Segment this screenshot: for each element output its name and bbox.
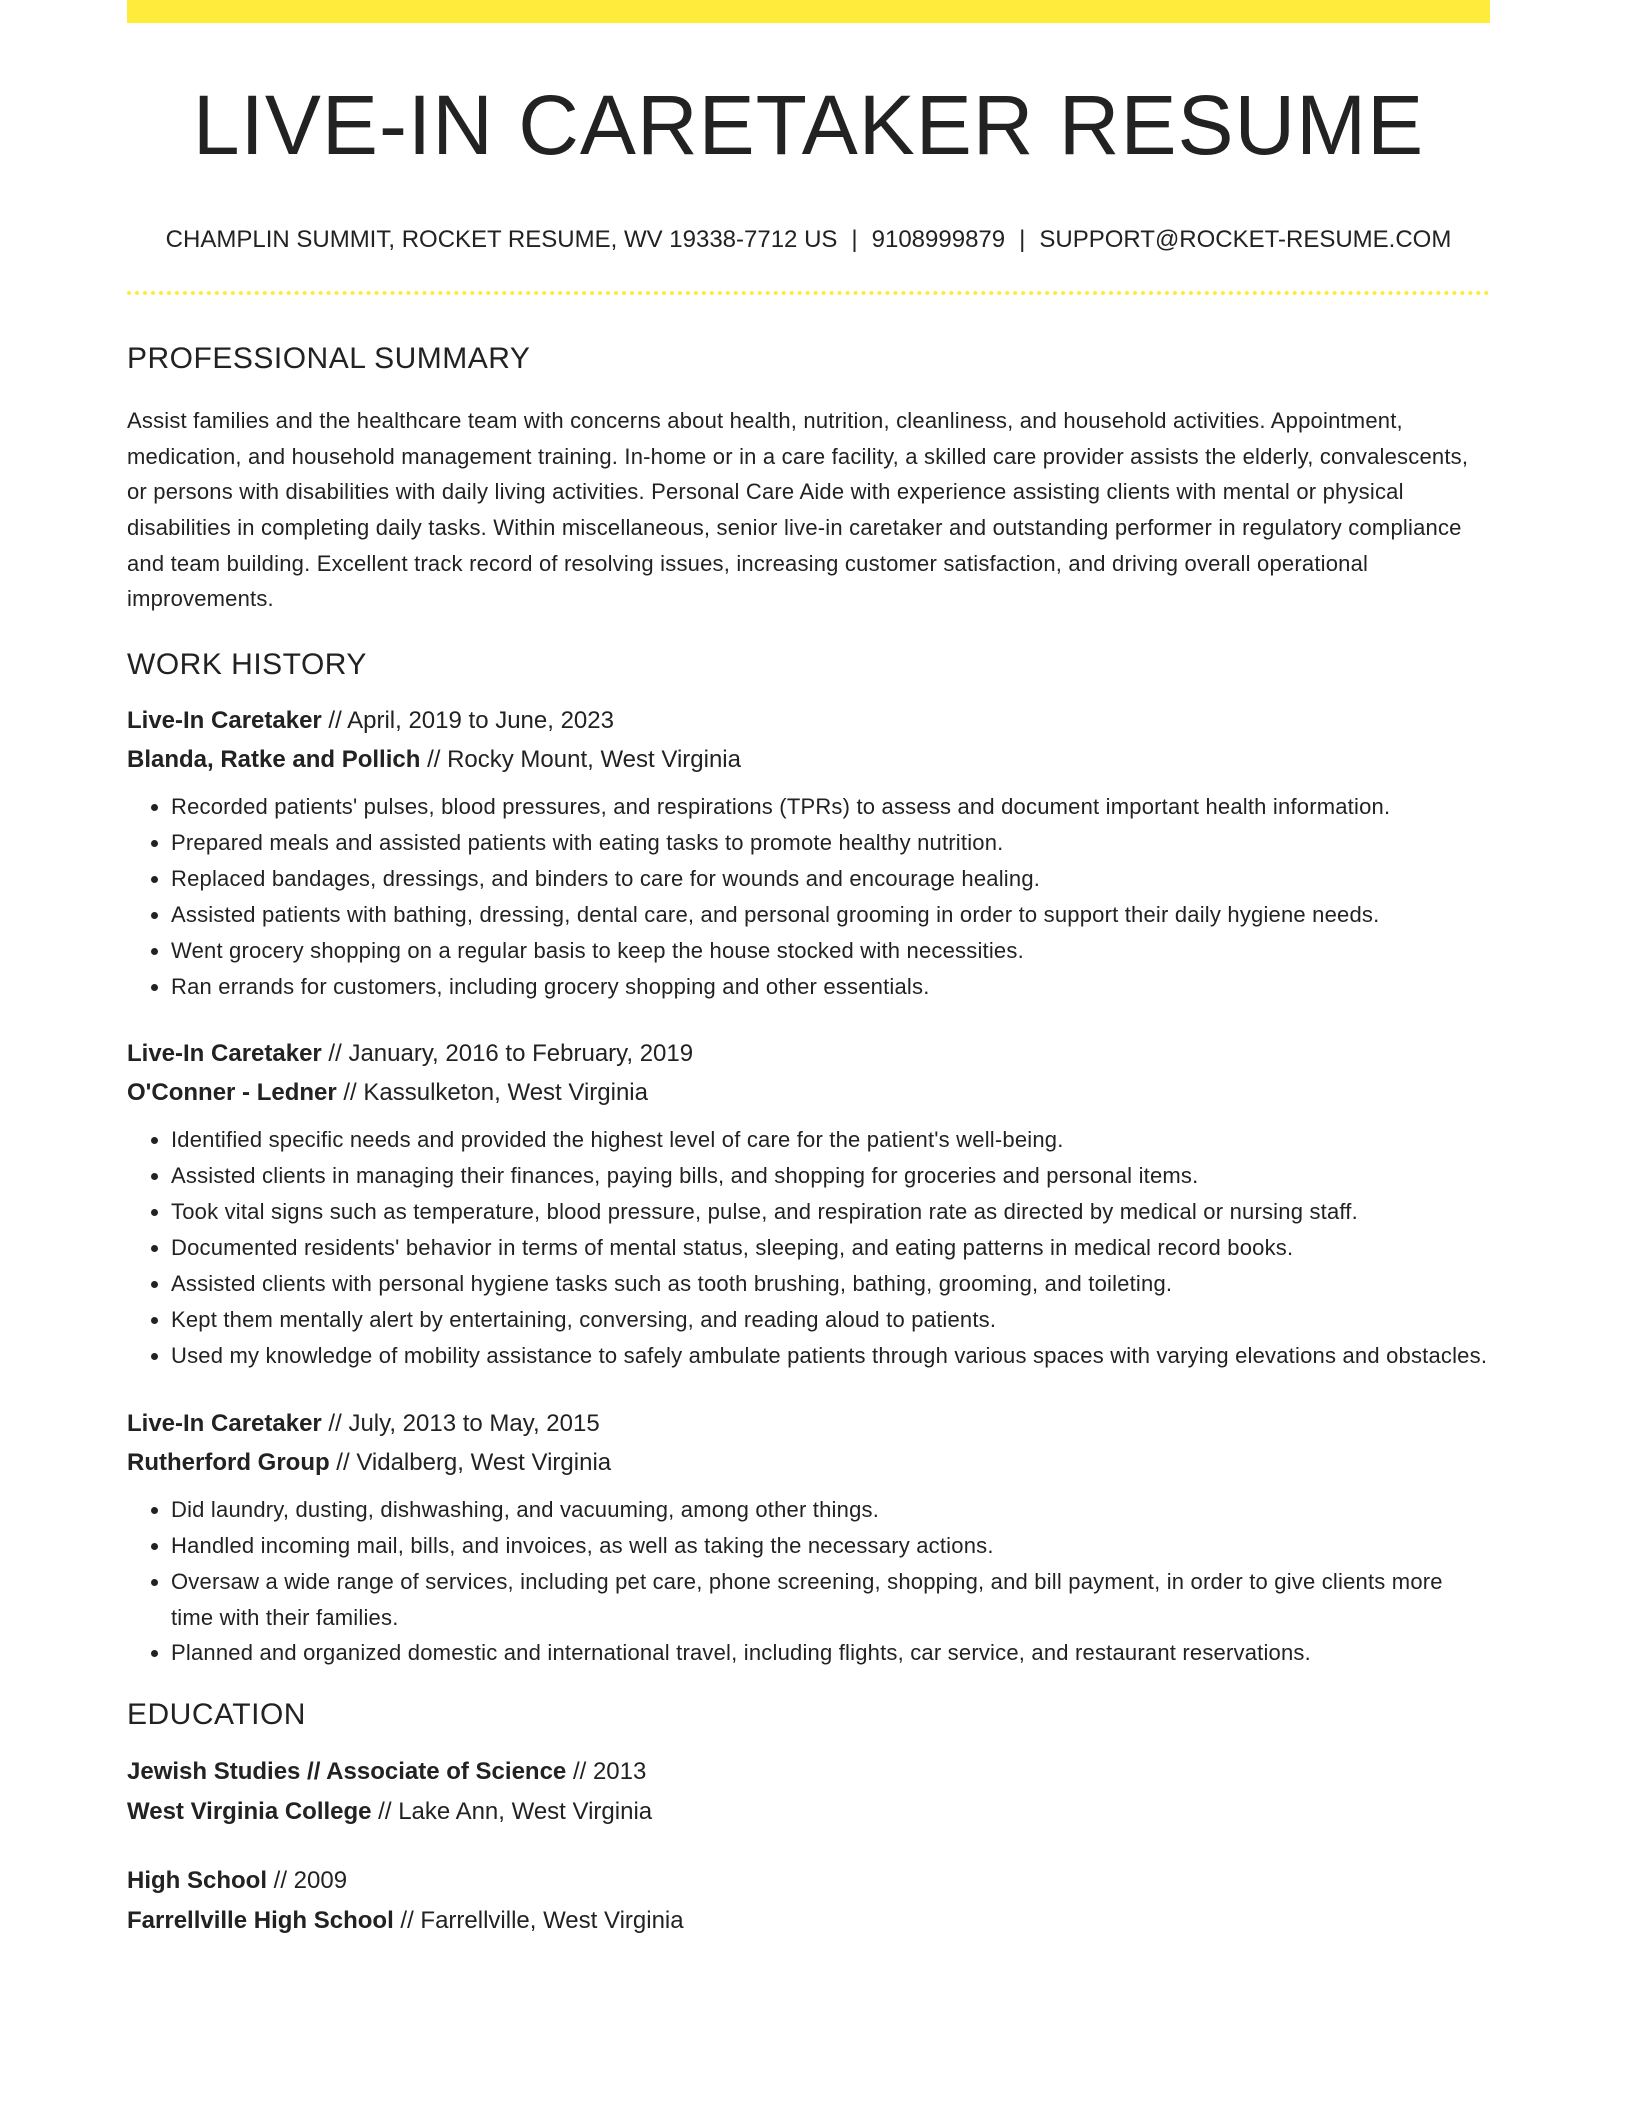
dotted-divider [127, 291, 1490, 295]
job-duty-item: • Assisted clients in managing their finances, paying bills, and shopping for groceries and personal items. [171, 1158, 1490, 1194]
contact-separator: | [1019, 226, 1026, 253]
job-location: // Vidalberg, West Virginia [329, 1448, 612, 1476]
job-duty-item: • Assisted clients with personal hygiene tasks such as tooth brushing, bathing, grooming, and toileting. [171, 1266, 1490, 1302]
job-title: Live-In Caretaker [127, 707, 322, 735]
job-entry [127, 701, 1490, 1004]
education-entry [127, 1861, 1490, 1941]
summary-heading: PROFESSIONAL SUMMARY [127, 341, 531, 375]
job-duty-item: • Used my knowledge of mobility assistance to safely ambulate patients through various spaces with varying elevations and obstacles. [171, 1338, 1490, 1374]
work-history-heading: WORK HISTORY [127, 648, 367, 682]
job-company: Blanda, Ratke and Pollich [127, 746, 421, 774]
job-duty-item: • Identified specific needs and provided the highest level of care for the patient's well-being. [171, 1122, 1490, 1158]
job-duties-list [127, 1122, 1490, 1373]
job-duty-item: • Recorded patients' pulses, blood pressures, and respirations (TPRs) to assess and document important health information. [171, 789, 1490, 825]
job-title: Live-In Caretaker [127, 1409, 322, 1437]
job-duty-item: • Handled incoming mail, bills, and invoices, as well as taking the necessary actions. [171, 1528, 1490, 1564]
education-degree: Jewish Studies // Associate of Science [127, 1758, 567, 1786]
job-duty-item: • Oversaw a wide range of services, including pet care, phone screening, shopping, and bill payment, in order to give clients more time with their families. [171, 1564, 1490, 1636]
education-heading: EDUCATION [127, 1698, 306, 1732]
job-duty-item: • Planned and organized domestic and international travel, including flights, car service, and restaurant reservations. [171, 1635, 1490, 1671]
education-year: // 2013 [566, 1758, 647, 1786]
job-company: O'Conner - Ledner [127, 1079, 337, 1107]
education-year: // 2009 [267, 1867, 348, 1895]
education-school-line [127, 1901, 1490, 1941]
job-title-line [127, 1404, 1490, 1443]
job-dates: // April, 2019 to June, 2023 [321, 707, 614, 735]
education-school-line [127, 1792, 1490, 1832]
job-duty-item: • Ran errands for customers, including grocery shopping and other essentials. [171, 969, 1490, 1005]
job-title: Live-In Caretaker [127, 1040, 322, 1068]
job-duties-list [127, 789, 1490, 1004]
job-duty-item: • Took vital signs such as temperature, blood pressure, pulse, and respiration rate as directed by medical or nursing staff. [171, 1194, 1490, 1230]
job-dates: // January, 2016 to February, 2019 [321, 1040, 694, 1068]
education-degree: High School [127, 1867, 267, 1895]
job-duty-item: • Went grocery shopping on a regular basis to keep the house stocked with necessities. [171, 933, 1490, 969]
education-location: // Farrellville, West Virginia [393, 1907, 684, 1935]
job-entry [127, 1404, 1490, 1672]
contact-address: CHAMPLIN SUMMIT, ROCKET RESUME, WV 19338-7712 US [165, 226, 838, 253]
contact-phone: 9108999879 [871, 226, 1006, 253]
job-company: Rutherford Group [127, 1448, 330, 1476]
contact-separator: | [851, 226, 858, 253]
job-title-line [127, 1034, 1490, 1073]
resume-page [127, 0, 1490, 1941]
job-duties-list [127, 1492, 1490, 1672]
page-title: LIVE-IN CARETAKER RESUME [192, 78, 1425, 172]
job-duty-item: • Documented residents' behavior in terms of mental status, sleeping, and eating patterns in medical record books. [171, 1230, 1490, 1266]
contact-line [127, 226, 1490, 255]
summary-text: Assist families and the healthcare team with concerns about health, nutrition, cleanliness, and household activities. Appointment, medication, and household management training. In-home or in a care facility, a skilled care provider assists the elderly, convalescents, or persons with disabilities with daily living activities. Personal Care Aide with experience assisting clients with mental or physical disabilities in completing daily tasks. Within miscellaneous, senior live-in caretaker and outstanding performer in regulatory compliance and team building. Excellent track record of resolving issues, increasing customer satisfaction, and driving overall operational improvements. [127, 407, 1469, 612]
education-degree-line [127, 1752, 1490, 1792]
job-duty-item: • Did laundry, dusting, dishwashing, and vacuuming, among other things. [171, 1492, 1490, 1528]
job-company-line [127, 1443, 1490, 1482]
work-history-list [127, 701, 1490, 1671]
job-dates: // July, 2013 to May, 2015 [321, 1409, 600, 1437]
education-location: // Lake Ann, West Virginia [371, 1798, 653, 1826]
contact-email: SUPPORT@ROCKET-RESUME.COM [1039, 226, 1452, 253]
job-duty-item: • Assisted patients with bathing, dressing, dental care, and personal grooming in order to support their daily hygiene needs. [171, 897, 1490, 933]
job-location: // Kassulketon, West Virginia [336, 1079, 648, 1107]
accent-bar [127, 0, 1490, 23]
education-school: Farrellville High School [127, 1907, 394, 1935]
education-school: West Virginia College [127, 1798, 372, 1826]
job-title-line [127, 701, 1490, 740]
job-company-line [127, 1073, 1490, 1112]
job-duty-item: • Replaced bandages, dressings, and binders to care for wounds and encourage healing. [171, 861, 1490, 897]
job-entry [127, 1034, 1490, 1373]
job-duty-item: • Prepared meals and assisted patients with eating tasks to promote healthy nutrition. [171, 825, 1490, 861]
education-degree-line [127, 1861, 1490, 1901]
job-company-line [127, 740, 1490, 779]
job-duty-item: • Kept them mentally alert by entertaining, conversing, and reading aloud to patients. [171, 1302, 1490, 1338]
education-list [127, 1752, 1490, 1941]
education-entry [127, 1752, 1490, 1832]
job-location: // Rocky Mount, West Virginia [420, 746, 741, 774]
